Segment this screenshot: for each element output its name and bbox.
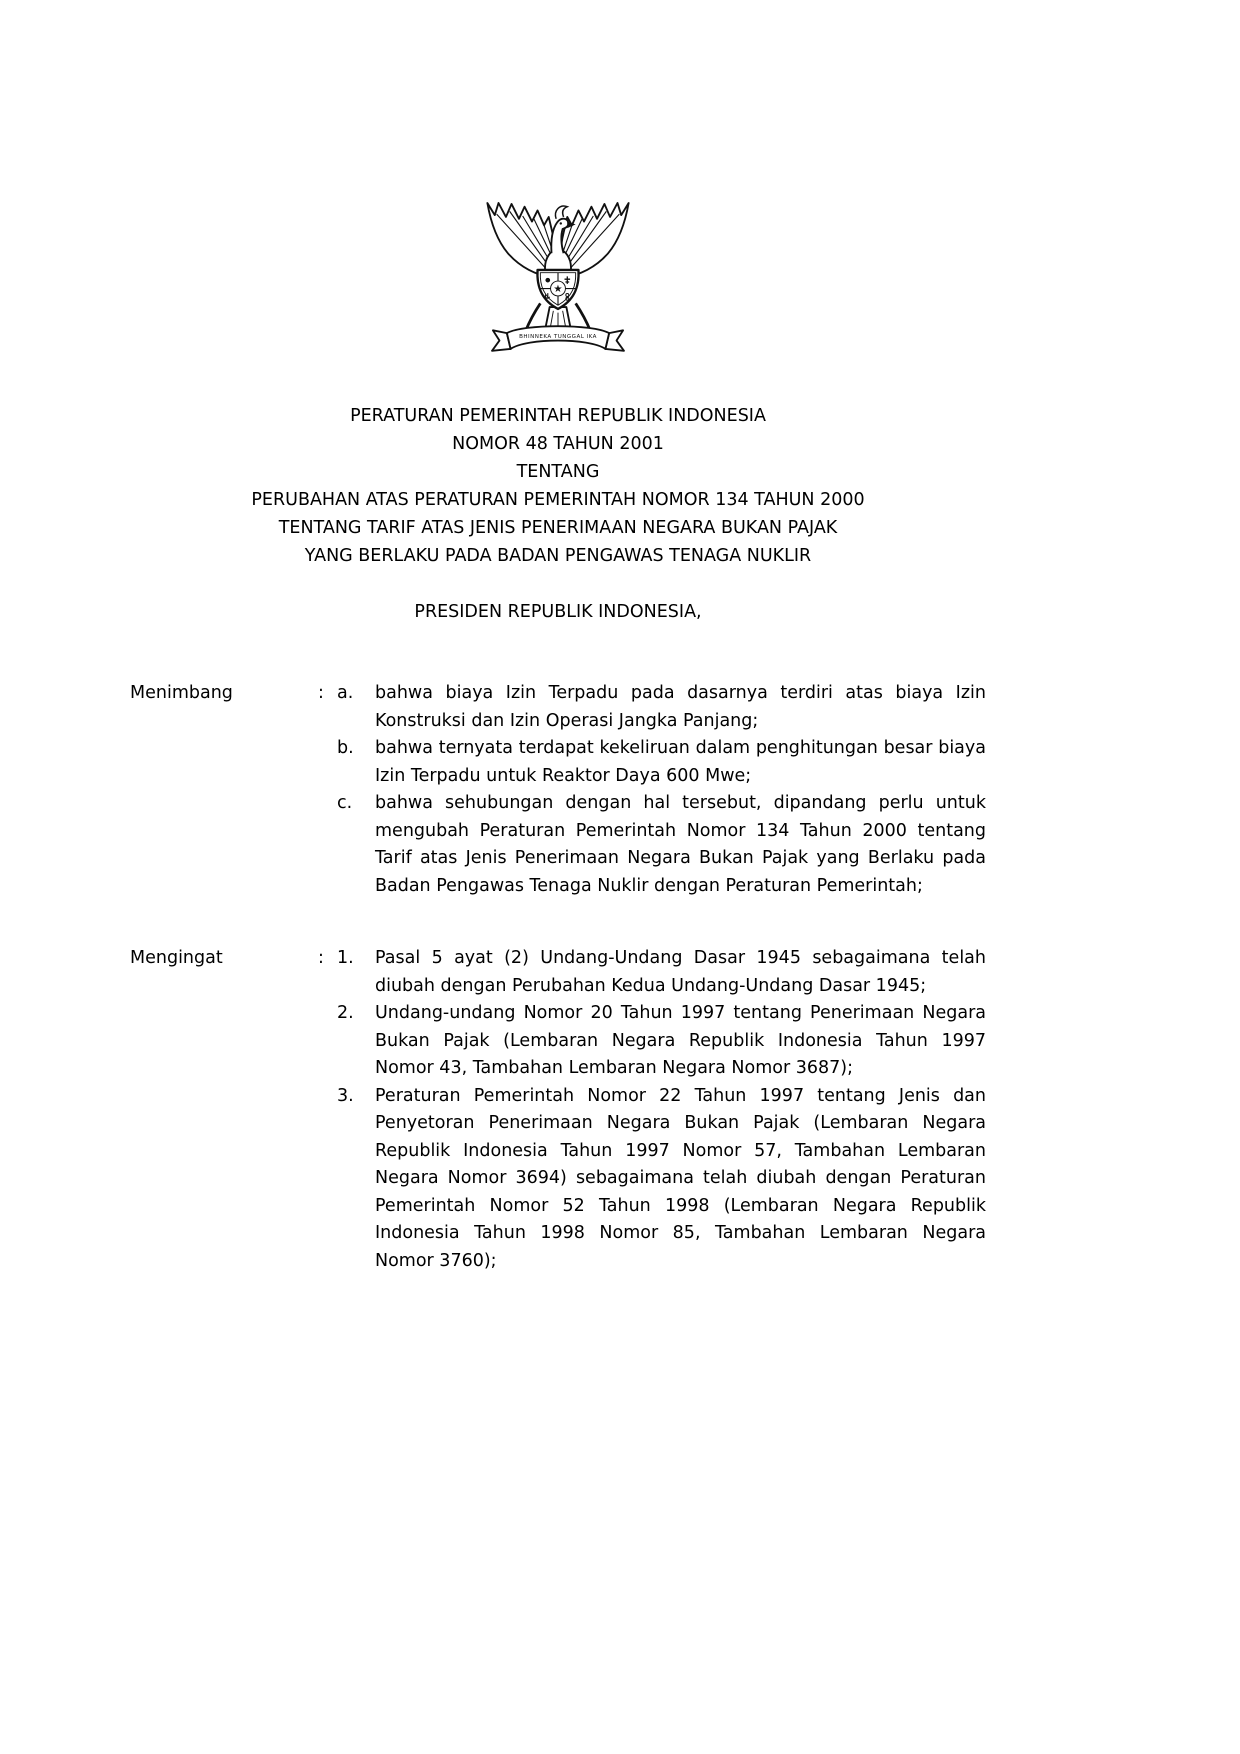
title-line: YANG BERLAKU PADA BADAN PENGAWAS TENAGA NUKLIR xyxy=(304,546,812,566)
section-menimbang xyxy=(130,680,986,900)
item-marker: 3. xyxy=(337,1085,354,1106)
item-text: Undang-undang Nomor 20 Tahun 1997 tentang Penerimaan Negara Bukan Pajak (Lembaran Negara Republik Indonesia Tahun 1997 Nomor 43, Tambahan Lembaran Negara Nomor 3687); xyxy=(375,1003,986,1078)
item-text: Peraturan Pemerintah Nomor 22 Tahun 1997 tentang Jenis dan Penyetoran Penerimaan Negara Bukan Pajak (Lembaran Negara Republik Indonesia Tahun 1997 Nomor 57, Tambahan Lembaran Negara Nomor 3694) sebagaimana telah diubah dengan Peraturan Pemerintah Nomor 52 Tahun 1998 (Lembaran Negara Republik Indonesia Tahun 1998 Nomor 85, Tambahan Lembaran Negara Nomor 3760); xyxy=(375,1085,986,1271)
document-title xyxy=(130,402,986,570)
section-items xyxy=(337,945,986,1275)
emblem-motto-text: BHINNEKA TUNGGAL IKA xyxy=(519,333,597,340)
item-marker: b. xyxy=(337,738,354,758)
section-label: Mengingat xyxy=(130,948,223,968)
section-label: Menimbang xyxy=(130,683,233,703)
garuda-pancasila-emblem xyxy=(479,192,637,372)
section-colon: : xyxy=(318,683,324,703)
item-marker: 1. xyxy=(337,948,354,968)
section-mengingat xyxy=(130,945,986,1275)
svg-text:★: ★ xyxy=(553,284,563,296)
title-line: NOMOR 48 TAHUN 2001 xyxy=(452,434,664,454)
list-item xyxy=(337,735,986,790)
title-line: PERUBAHAN ATAS PERATURAN PEMERINTAH NOMOR 134 TAHUN 2000 xyxy=(251,490,865,510)
section-colon: : xyxy=(318,948,324,968)
title-line: PERATURAN PEMERINTAH REPUBLIK INDONESIA xyxy=(350,406,766,426)
item-marker: a. xyxy=(337,683,354,703)
list-item xyxy=(337,1083,986,1276)
title-line: TENTANG TARIF ATAS JENIS PENERIMAAN NEGARA BUKAN PAJAK xyxy=(278,518,838,538)
list-item xyxy=(337,680,986,735)
preamble: PRESIDEN REPUBLIK INDONESIA, xyxy=(414,602,702,622)
title-line: TENTANG xyxy=(516,462,600,482)
emblem-container xyxy=(130,192,986,376)
list-item xyxy=(337,790,986,900)
document-content xyxy=(130,0,986,1275)
item-marker: c. xyxy=(337,793,353,813)
list-item xyxy=(337,945,986,1000)
item-text: bahwa sehubungan dengan hal tersebut, dipandang perlu untuk mengubah Peraturan Pemerintah Nomor 134 Tahun 2000 tentang Tarif atas Jenis Penerimaan Negara Bukan Pajak yang Berlaku pada Badan Pengawas Tenaga Nuklir dengan Peraturan Pemerintah; xyxy=(375,793,986,896)
item-text: bahwa biaya Izin Terpadu pada dasarnya terdiri atas biaya Izin Konstruksi dan Izin Operasi Jangka Panjang; xyxy=(375,683,986,731)
section-items xyxy=(337,680,986,900)
sections xyxy=(130,680,986,1275)
item-text: Pasal 5 ayat (2) Undang-Undang Dasar 1945 sebagaimana telah diubah dengan Perubahan Kedua Undang-Undang Dasar 1945; xyxy=(375,948,986,996)
item-text: bahwa ternyata terdapat kekeliruan dalam penghitungan besar biaya Izin Terpadu untuk Reaktor Daya 600 Mwe; xyxy=(375,738,986,786)
item-marker: 2. xyxy=(337,1003,354,1023)
list-item xyxy=(337,1000,986,1083)
